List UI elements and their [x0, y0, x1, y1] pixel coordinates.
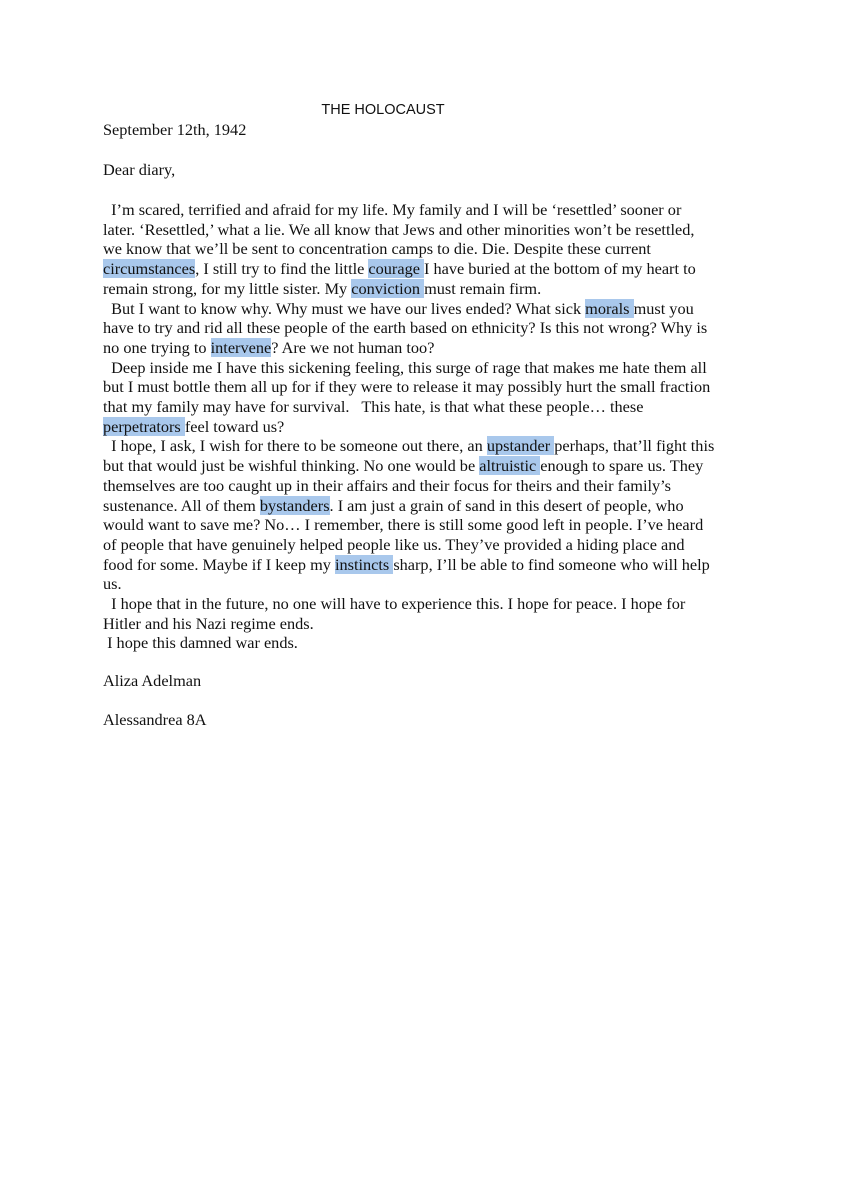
body-line	[103, 318, 707, 338]
body-text: sharp, I’ll be able to find someone who will help	[393, 554, 710, 574]
vocabulary-highlight: morals	[585, 298, 634, 318]
body-line	[103, 239, 651, 259]
body-line	[103, 259, 696, 279]
body-text: But I want to know why. Why must we have our lives ended? What sick	[103, 298, 586, 318]
body-text: feel toward us?	[184, 416, 285, 436]
vocabulary-highlight: bystanders	[259, 495, 330, 515]
body-text: must you	[633, 298, 694, 318]
body-text: no one trying to	[103, 337, 211, 357]
body-text: later. ‘Resettled,’ what a lie. We all know that Jews and other minorities won’t be resettled,	[103, 219, 695, 239]
body-line	[103, 555, 710, 575]
body-line	[103, 574, 122, 594]
body-text: we know that we’ll be sent to concentration camps to die. Die. Despite these current	[103, 239, 651, 259]
body-text: themselves are too caught up in their affairs and their focus for theirs and their family’s	[103, 475, 672, 495]
body-line	[103, 358, 707, 378]
body-line	[103, 515, 703, 535]
vocabulary-highlight: upstander	[486, 436, 555, 456]
body-text: I hope, I ask, I wish for there to be someone out there, an	[103, 436, 487, 456]
body-line	[103, 200, 681, 220]
body-text: Hitler and his Nazi regime ends.	[103, 613, 314, 633]
body-text: of people that have genuinely helped people like us. They’ve provided a hiding place and	[103, 534, 685, 554]
body-text: that my family may have for survival. This hate, is that what these people… these	[103, 397, 644, 416]
vocabulary-highlight: conviction	[351, 278, 425, 298]
body-line	[103, 594, 685, 614]
body-line	[103, 456, 703, 476]
body-text: , I still try to find the little	[195, 259, 369, 279]
vocabulary-highlight: circumstances	[103, 259, 196, 279]
body-text: have to try and rid all these people of the earth based on ethnicity? Is this not wrong? Why is	[103, 318, 708, 338]
body-text: us.	[103, 574, 122, 594]
body-text: food for some. Maybe if I keep my	[103, 554, 335, 574]
body-line	[103, 436, 714, 456]
body-line	[103, 496, 684, 516]
body-line	[103, 535, 685, 555]
body-text: sustenance. All of them	[103, 495, 260, 515]
body-text: Deep inside me I have this sickening feeling, this surge of rage that makes me hate them all	[103, 357, 707, 377]
body-line	[103, 377, 710, 397]
vocabulary-highlight: perpetrators	[103, 416, 185, 436]
body-line	[103, 417, 284, 437]
body-line	[103, 633, 298, 653]
signature-name: Aliza Adelman	[103, 671, 202, 690]
body-text: I’m scared, terrified and afraid for my life. My family and I will be ‘resettled’ sooner or	[103, 200, 682, 219]
vocabulary-highlight: altruistic	[479, 456, 541, 476]
vocabulary-highlight: courage	[368, 259, 425, 279]
salutation: Dear diary,	[103, 160, 176, 179]
body-line	[103, 397, 643, 417]
body-text: I have buried at the bottom of my heart to	[424, 259, 696, 279]
body-line	[103, 614, 314, 634]
body-text: I hope that in the future, no one will have to experience this. I hope for peace. I hope for	[103, 594, 686, 613]
body-line	[103, 338, 434, 358]
body-text: . I am just a grain of sand in this desert of people, who	[329, 495, 684, 515]
class-label: Alessandrea 8A	[103, 710, 207, 729]
body-text: remain strong, for my little sister. My	[103, 278, 352, 298]
body-text: would want to save me? No… I remember, there is still some good left in people. I’ve heard	[103, 515, 704, 535]
vocabulary-highlight: intervene	[210, 337, 272, 357]
body-line	[103, 299, 694, 319]
body-text: but I must bottle them all up for if they were to release it may possibly hurt the small fraction	[103, 377, 711, 397]
vocabulary-highlight: instincts	[334, 554, 394, 574]
body-line	[103, 476, 671, 496]
body-text: must remain firm.	[424, 278, 542, 298]
body-line	[103, 220, 694, 240]
body-line	[103, 279, 541, 299]
body-text: I hope this damned war ends.	[103, 633, 298, 653]
body-text: enough to spare us. They	[540, 456, 704, 476]
body-text: ? Are we not human too?	[271, 337, 435, 357]
document-title: THE HOLOCAUST	[321, 102, 445, 118]
body-text: but that would just be wishful thinking. No one would be	[103, 456, 480, 476]
body-text: perhaps, that’ll fight this	[554, 436, 715, 456]
diary-date: September 12th, 1942	[103, 120, 247, 139]
